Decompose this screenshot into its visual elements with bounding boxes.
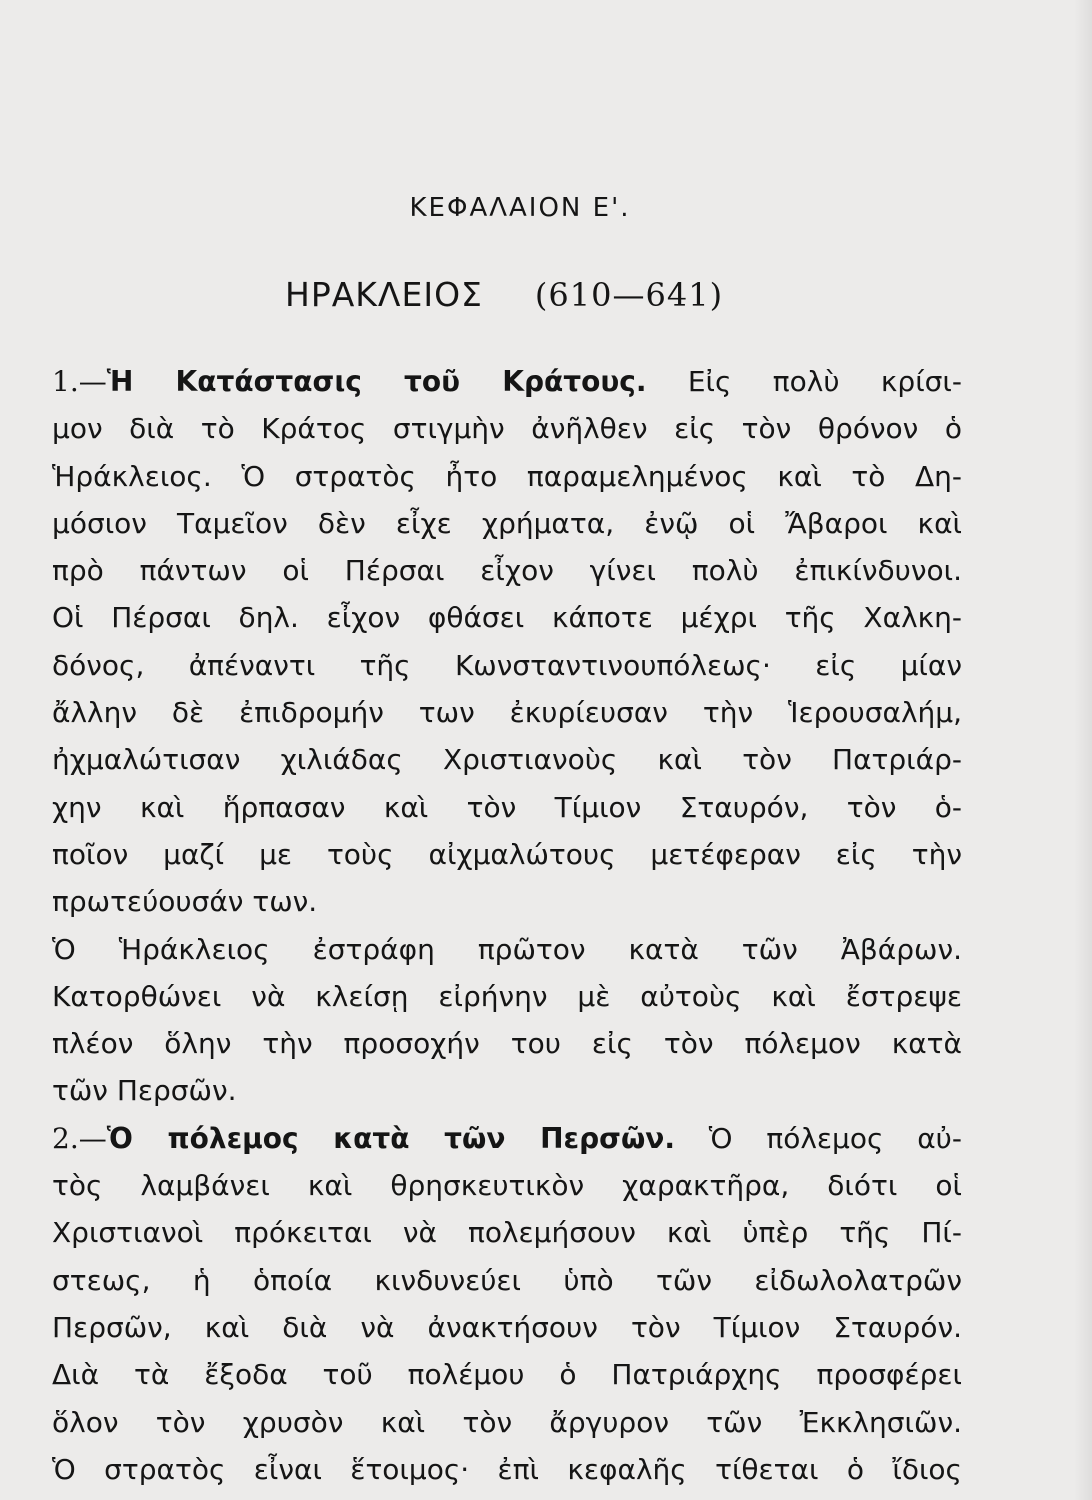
line-text: ἠχμαλώτισαν χιλιάδας Χριστιανοὺς καὶ τὸν Πατριάρ- <box>52 743 962 777</box>
line-text: Οἱ Πέρσαι δηλ. εἶχον φθάσει κάποτε μέχρι τῆς Χαλκη- <box>52 601 962 635</box>
text-line <box>52 831 962 878</box>
line-text: Χριστιανοὶ πρόκειται νὰ πολεμήσουν καὶ ὑπὲρ τῆς Πί- <box>52 1216 962 1250</box>
line-text: μόσιον Ταμεῖον δὲν εἶχε χρήματα, ἐνῷ οἱ Ἄβαροι καὶ <box>52 506 962 540</box>
text-line <box>52 1351 962 1398</box>
text-line <box>52 1209 962 1256</box>
line-text: τῶν Περσῶν. <box>52 1074 237 1108</box>
text-line <box>52 1399 962 1446</box>
line-text: πλέον ὅλην τὴν προσοχήν του εἰς τὸν πόλεμον κατὰ <box>52 1027 962 1061</box>
text-line <box>52 547 962 594</box>
text-line <box>52 736 962 783</box>
section-number: 2.— <box>52 1121 107 1155</box>
line-text: τὸς λαμβάνει καὶ θρησκευτικὸν χαρακτῆρα, διότι οἱ <box>52 1169 962 1203</box>
line-text: Ὁ πόλεμος αὐ- <box>675 1121 962 1155</box>
line-text: ὅλον τὸν χρυσὸν καὶ τὸν ἄργυρον τῶν Ἐκκλησιῶν. <box>52 1405 962 1439</box>
text-line <box>52 926 962 973</box>
line-text: πρωτεύουσάν των. <box>52 885 318 919</box>
line-text: Εἰς πολὺ κρίσι- <box>646 365 962 398</box>
section-number: 1.— <box>52 365 107 398</box>
text-line <box>52 358 962 405</box>
line-text: Διὰ τὰ ἔξοδα τοῦ πολέμου ὁ Πατριάρχης προσφέρει <box>52 1358 962 1392</box>
section-heading: Ἡ Κατάστασις τοῦ Κράτους. <box>106 365 647 398</box>
text-line <box>52 642 962 689</box>
line-text: ἄλλην δὲ ἐπιδρομήν των ἐκυρίευσαν τὴν Ἱερουσαλήμ, <box>52 696 962 730</box>
text-line <box>52 1304 962 1351</box>
text-line <box>52 1162 962 1209</box>
text-line <box>52 878 962 925</box>
text-line <box>52 500 962 547</box>
text-line <box>52 453 962 500</box>
line-text: ποῖον μαζί με τοὺς αἰχμαλώτους μετέφεραν εἰς τὴν <box>52 837 962 871</box>
text-line <box>52 1257 962 1304</box>
text-line <box>52 1446 962 1493</box>
line-text: Ἡράκλειος. Ὁ στρατὸς ἦτο παραμελημένος καὶ τὸ Δη- <box>52 459 962 493</box>
text-line <box>52 784 962 831</box>
line-text: Ὁ Ἡράκλειος ἐστράφη πρῶτον κατὰ τῶν Ἀβάρων. <box>52 932 962 966</box>
section-heading: Ὁ πόλεμος κατὰ τῶν Περσῶν. <box>106 1121 675 1155</box>
text-line <box>52 1115 962 1162</box>
reign-years: (610—641) <box>534 276 724 314</box>
body-text <box>52 358 962 1493</box>
text-line <box>52 1020 962 1067</box>
line-text: πρὸ πάντων οἱ Πέρσαι εἶχον γίνει πολὺ ἐπικίνδυνοι. <box>52 554 962 588</box>
text-line <box>52 689 962 736</box>
line-text: χην καὶ ἥρπασαν καὶ τὸν Τίμιον Σταυρόν, τὸν ὁ- <box>52 790 962 824</box>
emperor-name: ΗΡΑΚΛΕΙΟΣ <box>285 275 483 314</box>
line-text: Περσῶν, καὶ διὰ νὰ ἀνακτήσουν τὸν Τίμιον Σταυρόν. <box>52 1310 962 1344</box>
chapter-heading: ΚΕΦΑΛΑΙΟΝ Ε'. <box>409 193 631 223</box>
text-line <box>52 973 962 1020</box>
line-text: στεως, ἡ ὁποία κινδυνεύει ὑπὸ τῶν εἰδωλολατρῶν <box>52 1263 962 1297</box>
line-text: δόνος, ἀπέναντι τῆς Κωνσταντινουπόλεως· εἰς μίαν <box>52 648 962 682</box>
line-text: Κατορθώνει νὰ κλείσῃ εἰρήνην μὲ αὐτοὺς καὶ ἔστρεψε <box>52 979 962 1013</box>
text-line <box>52 1067 962 1114</box>
page-fold-shadow <box>1074 0 1092 1500</box>
line-text: Ὁ στρατὸς εἶναι ἕτοιμος· ἐπὶ κεφαλῆς τίθεται ὁ ἴδιος <box>52 1452 962 1486</box>
line-text: μον διὰ τὸ Κράτος στιγμὴν ἀνῆλθεν εἰς τὸν θρόνον ὁ <box>52 412 962 446</box>
section-title <box>285 275 723 314</box>
text-line <box>52 594 962 641</box>
text-line <box>52 405 962 452</box>
